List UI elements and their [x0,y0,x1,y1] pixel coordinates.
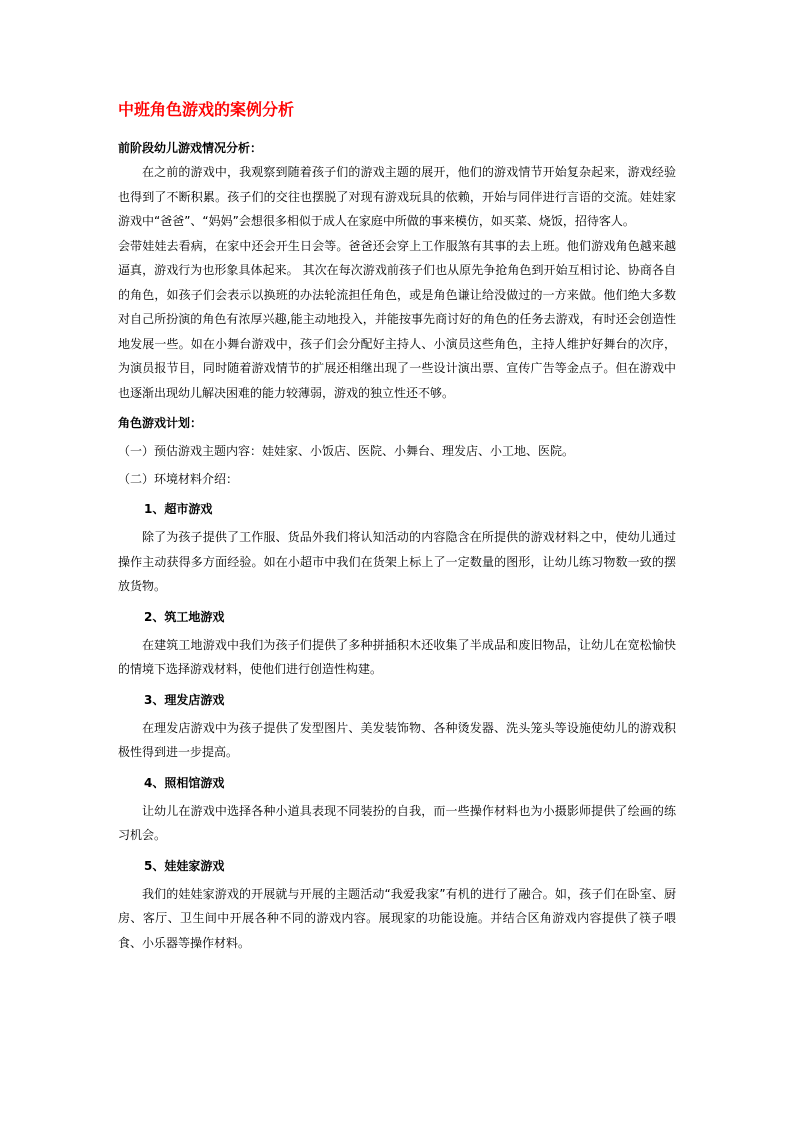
plan-item-materials: （二）环境材料介绍： [118,472,239,486]
game-text-barbershop: 在理发店游戏中为孩子提供了发型图片、美发装饰物、各种烫发器、洗头笼头等设施使幼儿的游戏积极性得到进一步提高。 [118,720,676,759]
game-heading-supermarket: 1、超市游戏 [144,502,213,516]
plan-item-themes: （一）预估游戏主题内容：娃娃家、小饭店、医院、小舞台、理发店、小工地、医院。 [118,444,575,458]
section-heading-plan: 角色游戏计划： [118,416,203,430]
game-text-supermarket: 除了为孩子提供了工作服、货品外我们将认知活动的内容隐含在所提供的游戏材料之中，使幼儿通过操作主动获得多方面经验。如在小超市中我们在货架上标上了一定数量的图形，让幼儿练习物数一致的摆放货物。 [118,530,676,593]
document-content [118,98,676,955]
game-heading-doll-house: 5、娃娃家游戏 [144,858,225,873]
game-heading-barbershop: 3、理发店游戏 [144,692,225,707]
game-text-doll-house: 我们的娃娃家游戏的开展就与开展的主题活动“我爱我家”有机的进行了融合。如，孩子们在卧室、厨房、客厅、卫生间中开展各种不同的游戏内容。展现家的功能设施。并结合区角游戏内容提供了筷子喂食、小乐器等操作材料。 [118,886,676,950]
document-title: 中班角色游戏的案例分析 [118,100,295,119]
analysis-paragraph-2: 会带娃娃去看病，在家中还会开生日会等。爸爸还会穿上工作服煞有其事的去上班。他们游戏角色越来越逼真，游戏行为也形象具体起来。 其次在每次游戏前孩子们也从原先争抢角色到开始互相讨论、协商各自的角色，如孩子们会表示以换班的办法轮流担任角色，或是角色谦让给没做过的一方来做。他们绝大多数对自己所扮演的角色有浓厚兴趣,能主动地投入，并能按事先商讨好的角色的任务去游戏，有时还会创造性地发展一些。如在小舞台游戏中，孩子们会分配好主持人、小演员这些角色，主持人维护好舞台的次序，为演员报节目，同时随着游戏情节的扩展还相继出现了一些设计演出票、宣传广告等金点子。但在游戏中也逐渐出现幼儿解决困难的能力较薄弱，游戏的独立性还不够。 [118,238,676,400]
game-heading-construction: 2、筑工地游戏 [144,609,225,624]
analysis-paragraph-1: 在之前的游戏中，我观察到随着孩子们的游戏主题的展开，他们的游戏情节开始复杂起来，游戏经验也得到了不断积累。孩子们的交往也摆脱了对现有游戏玩具的依赖，开始与同伴进行言语的交流。娃娃家游戏中“爸爸”、“妈妈”会想很多相似于成人在家庭中所做的事来模仿，如买菜、烧饭，招待客人。 [118,165,676,228]
game-text-construction: 在建筑工地游戏中我们为孩子们提供了多种拼插积木还收集了半成品和废旧物品，让幼儿在宽松愉快的情境下选择游戏材料，使他们进行创造性构建。 [118,637,676,676]
game-heading-photo-studio: 4、照相馆游戏 [144,775,225,790]
section-heading-analysis: 前阶段幼儿游戏情况分析： [118,141,263,155]
game-text-photo-studio: 让幼儿在游戏中选择各种小道具表现不同装扮的自我，而一些操作材料也为小摄影师提供了绘画的练习机会。 [118,803,676,842]
